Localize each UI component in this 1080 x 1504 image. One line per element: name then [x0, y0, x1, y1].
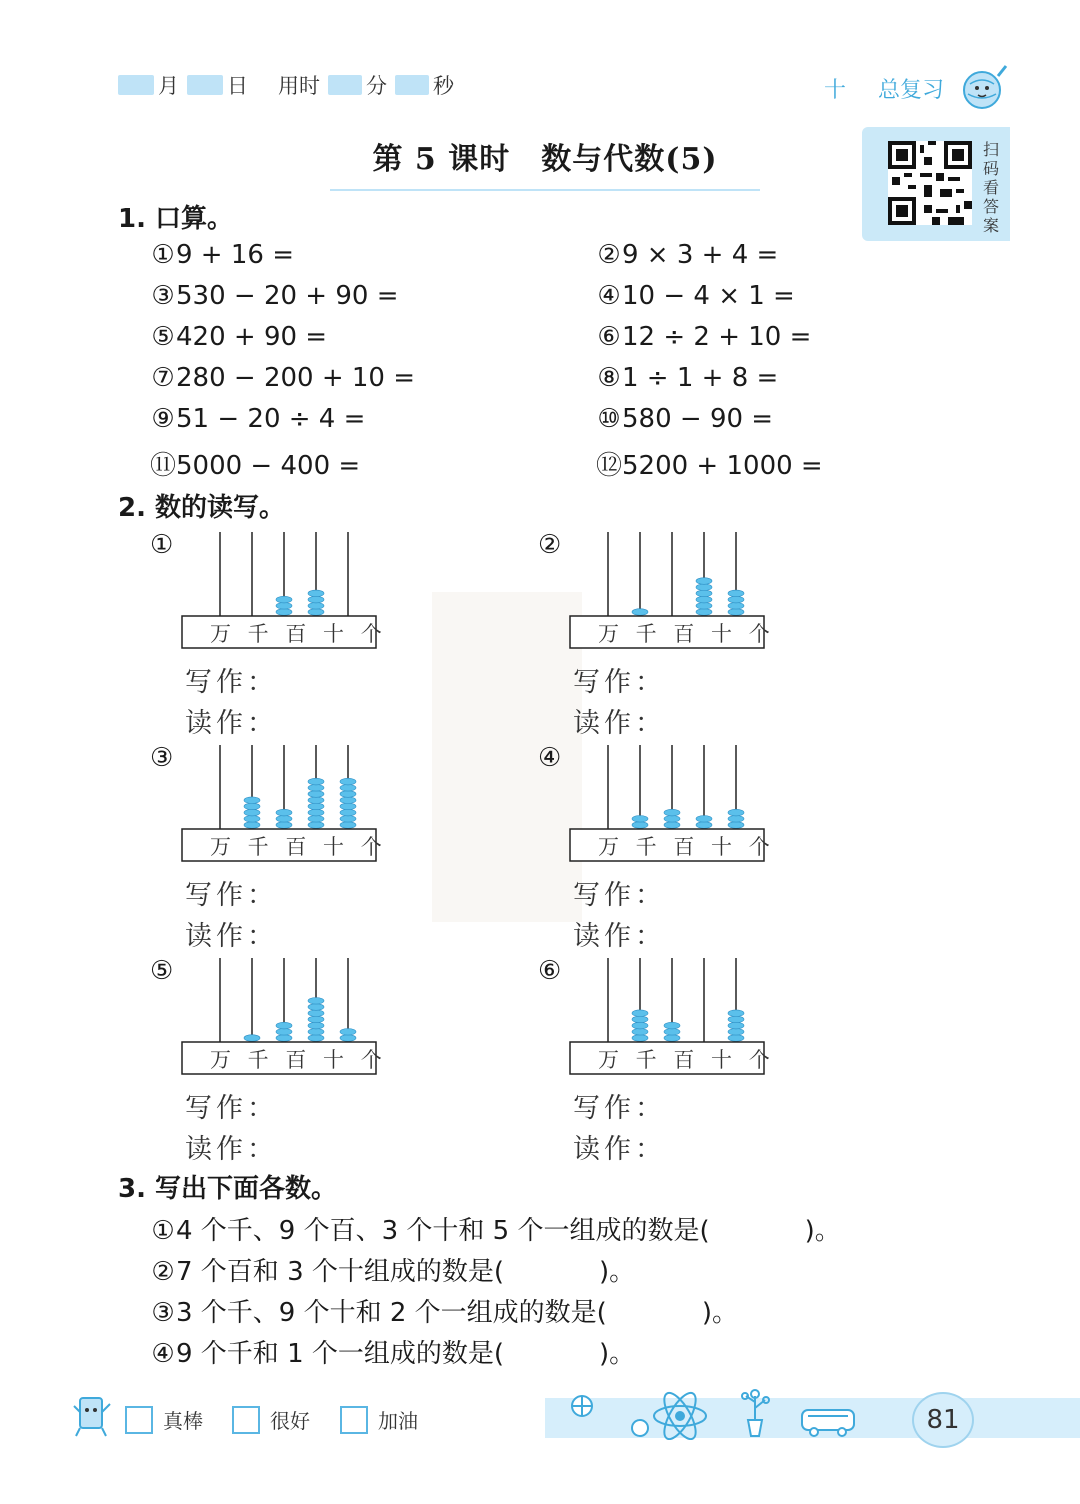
abacus-bead: [340, 1035, 356, 1042]
abacus-bead: [308, 778, 324, 785]
globe-mascot-icon: [958, 62, 1010, 114]
item-number: ①: [151, 1216, 175, 1246]
write-as-label[interactable]: 写作：: [573, 667, 666, 698]
abacus-bead: [308, 603, 324, 610]
item-number: ⑩: [597, 404, 621, 434]
abacus-bead: [632, 1035, 648, 1042]
oral-item: [596, 404, 773, 434]
abacus-bead: [696, 822, 712, 829]
abacus-bead: [696, 609, 712, 616]
oral-item: [150, 240, 294, 270]
oral-expression: 280 − 200 + 10 =: [176, 363, 416, 393]
oral-expression: 10 − 4 × 1 =: [622, 281, 795, 311]
rating-label: 加油: [378, 1409, 418, 1433]
oral-item: [150, 363, 415, 393]
place-value-labels: 万 千 百 十 个: [210, 1048, 387, 1072]
item-text: 7 个百和 3 个十组成的数是(: [176, 1257, 505, 1287]
abacus-bead: [340, 809, 356, 816]
abacus-bead: [664, 1029, 680, 1036]
abacus-bead: [696, 578, 712, 585]
rating-label: 真棒: [163, 1409, 203, 1433]
abacus-bead: [276, 1035, 292, 1042]
item-text: 4 个千、9 个百、3 个十和 5 个一组成的数是(: [176, 1216, 710, 1246]
fill-in-item: [150, 1333, 635, 1370]
place-value-labels: 万 千 百 十 个: [598, 622, 775, 646]
abacus-bead: [728, 1035, 744, 1042]
abacus-bead: [728, 590, 744, 597]
qr-label-char: 扫: [982, 140, 999, 159]
read-as-label[interactable]: 读作：: [573, 708, 666, 739]
q1-title: 1. 口算。: [118, 204, 234, 234]
oral-item: [150, 404, 365, 434]
abacus-bead: [632, 1022, 648, 1029]
abacus-bead: [244, 816, 260, 823]
mascot-book-icon: [72, 1392, 114, 1438]
item-close: )。: [599, 1339, 636, 1369]
abacus-bead: [728, 822, 744, 829]
fill-in-item: [150, 1292, 738, 1329]
abacus-bead: [632, 1016, 648, 1023]
abacus-bead: [276, 596, 292, 603]
write-as-label[interactable]: 写作：: [185, 1093, 278, 1124]
seconds-label: 秒: [433, 74, 454, 98]
abacus-bead: [340, 797, 356, 804]
place-value-labels: 万 千 百 十 个: [598, 835, 775, 859]
abacus-bead: [340, 785, 356, 792]
oral-expression: 12 ÷ 2 + 10 =: [622, 322, 812, 352]
read-as-label[interactable]: 读作：: [185, 708, 278, 739]
oral-expression: 420 + 90 =: [176, 322, 328, 352]
minutes-blank[interactable]: [328, 75, 362, 95]
rating-checkbox[interactable]: [125, 1406, 153, 1434]
q3-title: 3. 写出下面各数。: [118, 1174, 338, 1204]
oral-expression: 530 − 20 + 90 =: [176, 281, 399, 311]
oral-expression: 9 + 16 =: [176, 240, 294, 270]
item-text: 9 个千和 1 个一组成的数是(: [176, 1339, 505, 1369]
footer-decoration-icon: [562, 1388, 862, 1440]
item-number: ④: [597, 281, 621, 311]
item-number: ②: [151, 1257, 175, 1287]
abacus-bead: [664, 1022, 680, 1029]
lesson-title: 第 5 课时 数与代数(5): [372, 142, 718, 177]
item-text: 3 个千、9 个十和 2 个一组成的数是(: [176, 1298, 607, 1328]
oral-expression: 580 − 90 =: [622, 404, 774, 434]
abacus-number: ⑤: [150, 956, 174, 986]
title-underline: [330, 189, 760, 191]
abacus-bead: [632, 816, 648, 823]
month-label: 月: [158, 74, 179, 98]
abacus-bead: [308, 1016, 324, 1023]
abacus-bead: [244, 1035, 260, 1042]
qr-code-icon[interactable]: [888, 141, 972, 225]
abacus-bead: [308, 1010, 324, 1017]
abacus-bead: [632, 1029, 648, 1036]
read-as-label[interactable]: 读作：: [573, 1134, 666, 1165]
item-number: ⑫: [596, 451, 623, 481]
oral-expression: 1 ÷ 1 + 8 =: [622, 363, 779, 393]
oral-expression: 5200 + 1000 =: [622, 451, 823, 481]
qr-label-char: 答: [982, 197, 999, 216]
rating-checkbox[interactable]: [340, 1406, 368, 1434]
item-number: ④: [151, 1339, 175, 1369]
abacus-bead: [308, 609, 324, 616]
abacus-bead: [308, 791, 324, 798]
oral-expression: 5000 − 400 =: [176, 451, 361, 481]
read-as-label[interactable]: 读作：: [185, 1134, 278, 1165]
abacus-bead: [308, 998, 324, 1005]
qr-label-char: 案: [982, 216, 999, 235]
write-as-label[interactable]: 写作：: [573, 1093, 666, 1124]
abacus-bead: [664, 809, 680, 816]
oral-item: [150, 281, 398, 311]
rating-option[interactable]: [232, 1405, 310, 1434]
seconds-blank[interactable]: [395, 75, 429, 95]
abacus-bead: [664, 822, 680, 829]
item-number: ①: [151, 240, 175, 270]
abacus-bead: [308, 785, 324, 792]
unit-name: 总复习: [877, 77, 944, 103]
abacus-bead: [308, 803, 324, 810]
item-number: ⑥: [597, 322, 621, 352]
abacus-number: ②: [538, 530, 562, 560]
oral-item: [596, 363, 778, 393]
write-as-label[interactable]: 写作：: [185, 880, 278, 911]
abacus-bead: [340, 816, 356, 823]
abacus-bead: [308, 797, 324, 804]
oral-item: [596, 445, 823, 482]
time-used-label: 用时: [278, 74, 320, 98]
read-as-label[interactable]: 读作：: [185, 921, 278, 952]
abacus-bead: [696, 603, 712, 610]
abacus-bead: [340, 791, 356, 798]
abacus-bead: [244, 822, 260, 829]
abacus-bead: [244, 797, 260, 804]
abacus-bead: [308, 1004, 324, 1011]
abacus-bead: [664, 1035, 680, 1042]
abacus-bead: [276, 603, 292, 610]
abacus-bead: [276, 1022, 292, 1029]
abacus-bead: [696, 596, 712, 603]
abacus-bead: [308, 816, 324, 823]
fill-in-item: [150, 1210, 841, 1247]
abacus-bead: [664, 816, 680, 823]
unit-title: [824, 62, 1010, 114]
unit-number: 十: [823, 77, 846, 103]
oral-item: [150, 445, 360, 482]
abacus-bead: [728, 816, 744, 823]
qr-label-char: 码: [982, 159, 999, 178]
abacus-bead: [728, 1022, 744, 1029]
oral-item: [596, 240, 778, 270]
rating-label: 很好: [270, 1409, 310, 1433]
item-number: ⑨: [151, 404, 175, 434]
qr-scan-label: [980, 140, 1002, 235]
abacus-bead: [276, 809, 292, 816]
abacus-bead: [244, 803, 260, 810]
abacus-bead: [728, 603, 744, 610]
rating-option[interactable]: [340, 1405, 418, 1434]
abacus-bead: [308, 590, 324, 597]
abacus-bead: [244, 809, 260, 816]
oral-expression: 51 − 20 ÷ 4 =: [176, 404, 366, 434]
item-number: ⑧: [597, 363, 621, 393]
abacus-bead: [340, 803, 356, 810]
abacus-bead: [308, 1022, 324, 1029]
abacus-bead: [728, 809, 744, 816]
abacus-bead: [632, 1010, 648, 1017]
day-label: 日: [227, 74, 248, 98]
abacus-bead: [340, 1029, 356, 1036]
item-close: )。: [804, 1216, 841, 1246]
date-time-header: [118, 68, 462, 102]
abacus-bead: [728, 1010, 744, 1017]
abacus-number: ①: [150, 530, 174, 560]
month-blank[interactable]: [118, 75, 154, 95]
place-value-labels: 万 千 百 十 个: [210, 835, 387, 859]
oral-item: [596, 281, 795, 311]
day-blank[interactable]: [187, 75, 223, 95]
item-number: ②: [597, 240, 621, 270]
abacus-bead: [276, 822, 292, 829]
rating-option[interactable]: [125, 1405, 203, 1434]
abacus-bead: [308, 596, 324, 603]
write-as-label[interactable]: 写作：: [573, 880, 666, 911]
rating-checkbox[interactable]: [232, 1406, 260, 1434]
abacus-bead: [276, 816, 292, 823]
abacus-bead: [308, 822, 324, 829]
item-number: ⑦: [151, 363, 175, 393]
page-number: 81: [912, 1392, 974, 1448]
oral-item: [596, 322, 811, 352]
abacus-bead: [308, 1035, 324, 1042]
abacus-bead: [728, 1029, 744, 1036]
abacus-number: ⑥: [538, 956, 562, 986]
fill-in-item: [150, 1251, 635, 1288]
abacus-bead: [696, 590, 712, 597]
abacus-bead: [276, 609, 292, 616]
oral-item: [150, 322, 327, 352]
abacus-number: ③: [150, 743, 174, 773]
abacus-bead: [632, 822, 648, 829]
item-close: )。: [701, 1298, 738, 1328]
abacus-bead: [696, 584, 712, 591]
abacus-bead: [308, 809, 324, 816]
abacus-number: ④: [538, 743, 562, 773]
abacus-bead: [632, 609, 648, 616]
write-as-label[interactable]: 写作：: [185, 667, 278, 698]
read-as-label[interactable]: 读作：: [573, 921, 666, 952]
minutes-label: 分: [366, 74, 387, 98]
abacus-bead: [728, 596, 744, 603]
abacus-bead: [308, 1029, 324, 1036]
q2-title: 2. 数的读写。: [118, 493, 286, 523]
abacus-bead: [340, 778, 356, 785]
item-number: ⑪: [150, 451, 177, 481]
abacus-bead: [728, 1016, 744, 1023]
abacus-bead: [728, 609, 744, 616]
item-close: )。: [599, 1257, 636, 1287]
item-number: ③: [151, 281, 175, 311]
place-value-labels: 万 千 百 十 个: [210, 622, 387, 646]
abacus-bead: [696, 816, 712, 823]
qr-label-char: 看: [982, 178, 999, 197]
oral-expression: 9 × 3 + 4 =: [622, 240, 779, 270]
item-number: ⑤: [151, 322, 175, 352]
place-value-labels: 万 千 百 十 个: [598, 1048, 775, 1072]
item-number: ③: [151, 1298, 175, 1328]
abacus-bead: [340, 822, 356, 829]
abacus-bead: [276, 1029, 292, 1036]
